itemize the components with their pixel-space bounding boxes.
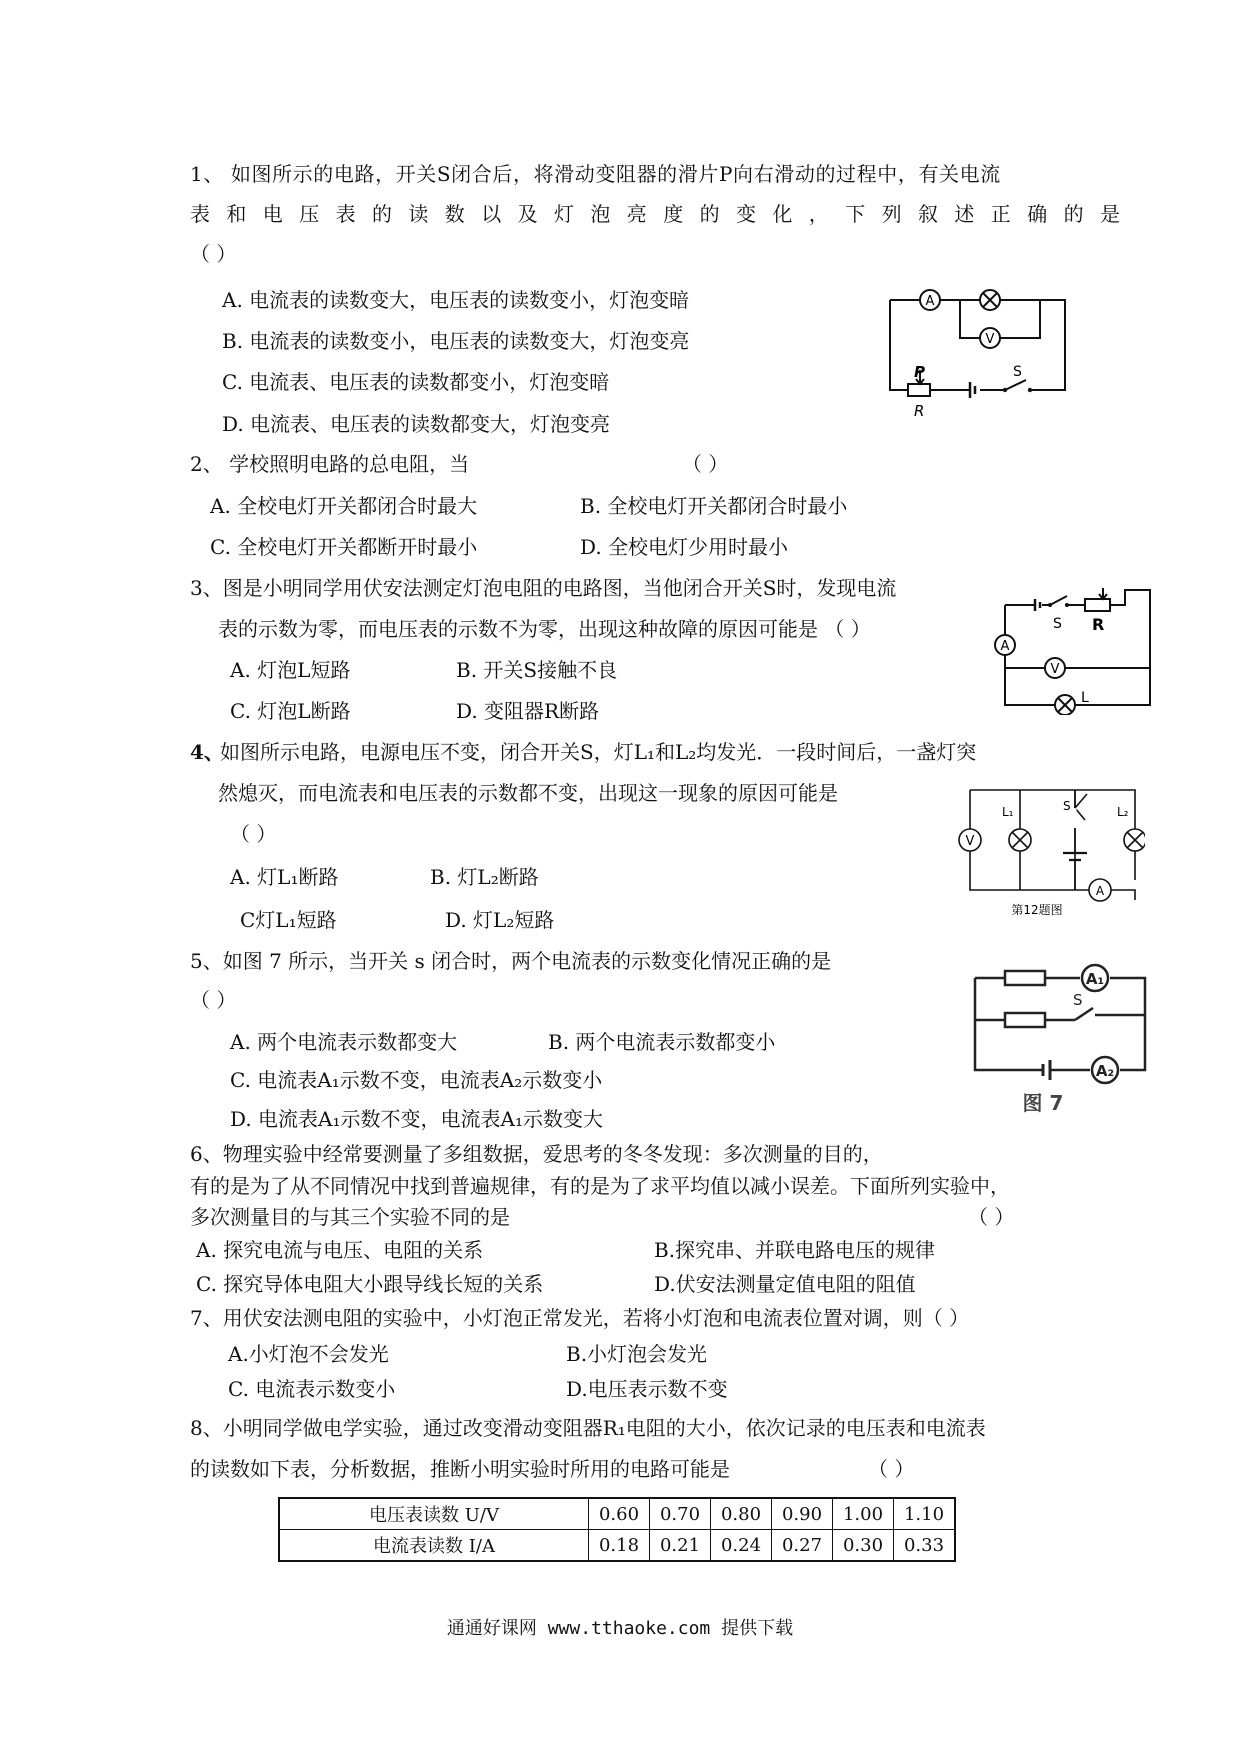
q3-option-d: D. 变阻器R断路 [456,699,600,723]
q6-paren: （ ） [968,1205,1015,1229]
q4-option-b: B. 灯L₂断路 [430,865,539,889]
q3-fig-label-l: L [1081,690,1089,706]
q1-fig-label-v: V [985,332,995,347]
q4-circuit-diagram [945,780,1145,920]
q3-fig-label-a: A [1000,639,1010,654]
q7-option-a: A.小灯泡不会发光 [228,1342,389,1366]
q2-option-d: D. 全校电灯少用时最小 [580,535,789,559]
q1-battery-icon [970,382,975,398]
table-cell: 0.27 [772,1530,833,1562]
q6-option-d: D.伏安法测量定值电阻的阻值 [654,1272,916,1296]
q1-circuit-diagram [880,280,1080,425]
q4-option-c: C灯L₁短路 [240,908,337,932]
q5-circuit-diagram [965,960,1155,1120]
q1-line1: 1、 如图所示的电路，开关S闭合后，将滑动变阻器的滑片P向右滑动的过程中，有关电流 [190,162,1001,186]
q7-option-c: C. 电流表示数变小 [228,1377,396,1401]
q5-fig-label-a2: A₂ [1095,1062,1115,1080]
q5-switch-icon [1075,1008,1093,1020]
q1-fig-label-s: S [1013,364,1022,380]
q5-fig-label-a1: A₁ [1085,970,1105,988]
q5-fig-caption: 图 7 [1022,1091,1064,1115]
q2-option-b: B. 全校电灯开关都闭合时最小 [580,494,848,518]
q2-paren: （ ） [682,452,729,476]
q6-line3: 多次测量目的与其三个实验不同的是 [190,1205,510,1229]
q8-data-table [278,1497,956,1562]
q8-line2: 的读数如下表，分析数据，推断小明实验时所用的电路可能是 [190,1457,730,1481]
table-cell: 0.90 [772,1498,833,1530]
q7-option-b: B.小灯泡会发光 [566,1342,708,1366]
q7-option-d: D.电压表示数不变 [566,1377,728,1401]
table-cell: 0.80 [711,1498,772,1530]
q3-line1: 3、图是小明同学用伏安法测定灯泡电阻的电路图，当他闭合开关S时，发现电流 [190,576,897,600]
q1-fig-label-r: R [914,402,925,420]
q5-line1: 5、如图 7 所示，当开关 s 闭合时，两个电流表的示数变化情况正确的是 [190,949,832,973]
table-cell: 1.00 [833,1498,894,1530]
table-cell: 0.21 [650,1530,711,1562]
table-row-label-voltage: 电压表读数 U/V [279,1498,589,1530]
q3-option-c: C. 灯泡L断路 [230,699,351,723]
q4-switch-icon [1075,794,1087,808]
q1-fig-label-p: P [914,363,925,381]
q1-option-b: B. 电流表的读数变小，电压表的读数变大，灯泡变亮 [222,329,690,353]
q5-option-a: A. 两个电流表示数都变大 [230,1030,458,1054]
q1-option-a: A. 电流表的读数变大，电压表的读数变小，灯泡变暗 [222,288,690,312]
table-cell: 0.18 [589,1530,650,1562]
q3-rheostat-icon [1085,599,1110,611]
table-row [279,1498,955,1530]
q1-switch-icon [1005,380,1026,390]
q5-paren: （ ） [190,988,237,1012]
q4-fig-label-l2: L₂ [1117,805,1129,819]
q3-circuit-diagram [985,580,1160,715]
table-cell: 0.33 [894,1530,956,1562]
table-cell: 0.24 [711,1530,772,1562]
q1-rheostat-icon [908,384,930,396]
q4-fig-label-l1: L₁ [1002,805,1014,819]
q5-fig-label-s: S [1073,991,1083,1009]
q8-paren: （ ） [868,1457,915,1481]
q1-paren: （ ） [190,242,237,266]
table-cell: 0.70 [650,1498,711,1530]
q3-switch-icon [1050,596,1067,605]
q4-option-a: A. 灯L₁断路 [230,865,339,889]
q2-option-a: A. 全校电灯开关都闭合时最大 [210,494,478,518]
q4-fig-label-a: A [1095,884,1105,898]
q1-line2: 表和电压表的读数以及灯泡亮度的变化，下列叙述正确的是 [190,202,1137,226]
q4-line2: 然熄灭，而电流表和电压表的示数都不变，出现这一现象的原因可能是 [218,781,838,805]
q3-option-a: A. 灯泡L短路 [230,658,351,682]
q4-fig-caption: 第12题图 [1011,903,1063,917]
q7-line1: 7、用伏安法测电阻的实验中，小灯泡正常发光，若将小灯泡和电流表位置对调，则（ ） [190,1306,970,1330]
q5-option-c: C. 电流表A₁示数不变，电流表A₂示数变小 [230,1068,603,1092]
q5-option-d: D. 电流表A₁示数不变，电流表A₁示数变大 [230,1107,603,1131]
q3-line2: 表的示数为零，而电压表的示数不为零，出现这种故障的原因可能是 （ ） [218,617,871,641]
q6-option-c: C. 探究导体电阻大小跟导线长短的关系 [196,1272,544,1296]
q2-line1: 2、 学校照明电路的总电阻，当 [190,452,470,476]
table-cell: 0.30 [833,1530,894,1562]
q4-number: 4、 [190,740,224,764]
q3-fig-label-v: V [1050,662,1060,677]
q2-option-c: C. 全校电灯开关都断开时最小 [210,535,478,559]
q5-resistor1-icon [1005,971,1045,985]
q4-paren: （ ） [230,822,277,846]
q1-option-c: C. 电流表、电压表的读数都变小，灯泡变暗 [222,370,610,394]
q6-option-b: B.探究串、并联电路电压的规律 [654,1238,936,1262]
page-footer: 通通好课网 www.tthaoke.com 提供下载 [446,1618,794,1639]
q3-option-b: B. 开关S接触不良 [456,658,618,682]
q6-line1: 6、物理实验中经常要测量了多组数据，爱思考的冬冬发现：多次测量的目的， [190,1142,883,1166]
q6-line2: 有的是为了从不同情况中找到普遍规律，有的是为了求平均值以减小误差。下面所列实验中， [190,1174,1010,1198]
q6-option-a: A. 探究电流与电压、电阻的关系 [196,1238,484,1262]
q4-option-d: D. 灯L₂短路 [445,908,555,932]
q5-option-b: B. 两个电流表示数都变小 [548,1030,776,1054]
table-row [279,1530,955,1562]
table-row-label-current: 电流表读数 I/A [279,1530,589,1562]
q1-option-d: D. 电流表、电压表的读数都变大，灯泡变亮 [222,412,611,436]
q5-resistor2-icon [1005,1013,1045,1027]
q1-fig-label-a: A [925,294,935,309]
q3-battery-icon [1035,599,1040,611]
table-cell: 1.10 [894,1498,956,1530]
q4-fig-label-v: V [965,834,975,849]
q4-line1: 如图所示电路，电源电压不变，闭合开关S，灯L₁和L₂均发光．一段时间后，一盏灯突 [220,740,977,764]
q3-fig-label-s: S [1053,616,1062,632]
q4-fig-label-s: S [1063,799,1071,813]
q3-fig-label-r: R [1092,615,1105,634]
table-cell: 0.60 [589,1498,650,1530]
q8-line1: 8、小明同学做电学实验，通过改变滑动变阻器R₁电阻的大小，依次记录的电压表和电流表 [190,1416,986,1440]
